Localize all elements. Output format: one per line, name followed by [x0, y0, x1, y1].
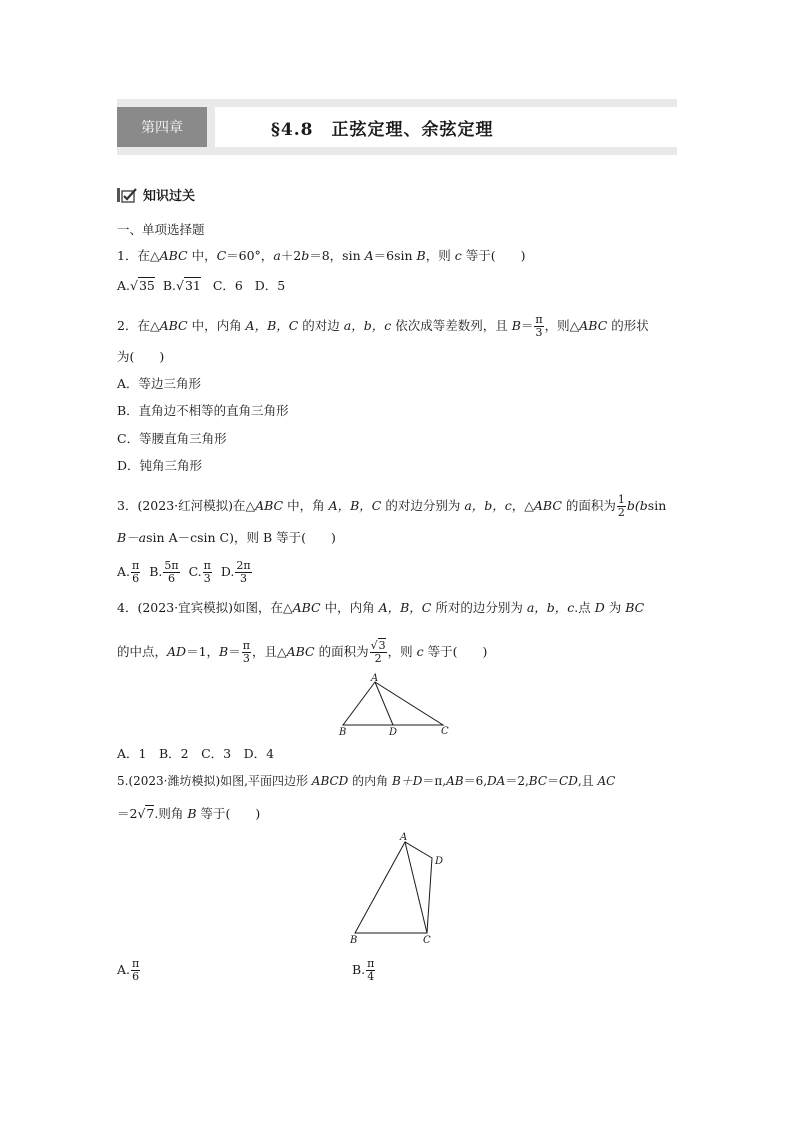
label-b: B: [339, 727, 347, 738]
question-5: 5.(2023·潍坊模拟)如图,平面四边形 ABCD 的内角 B＋D＝π,AB＝6,DA＝2,BC＝CD,且 AC: [117, 774, 616, 788]
question-1: 1．在△ABC 中，C＝60°，a＋2b＝8，sin A＝6sin B，则 c 等于( ): [117, 248, 526, 263]
section-title-box: [215, 107, 677, 147]
fraction: $\frac{\pi}{3}$: [535, 313, 543, 339]
question-2-line2: 为( ): [117, 349, 165, 364]
triangle-figure: [335, 672, 455, 738]
label-d: D: [389, 727, 398, 738]
question-1-options: A.√35 B.√31 C．6 D．5: [117, 278, 286, 293]
knowledge-heading-text: 知识过关: [143, 189, 196, 204]
checkmark-icon: [117, 187, 137, 203]
question-2-option-c: C．等腰直角三角形: [117, 431, 227, 446]
label-a: A: [400, 832, 408, 843]
part-title: 一、单项选择题: [117, 222, 205, 237]
label-c: C: [423, 935, 431, 946]
label-c: C: [441, 726, 449, 737]
question-3-options: A. $\frac{\pi}{6}$ B. $\frac{5\pi}{6}$ C. $\frac{\pi}{3}$ D. $\frac{2\pi}{3}$: [117, 559, 251, 585]
chapter-label: 第四章: [117, 107, 207, 147]
question-4-line2: 的中点，AD＝1，B＝ $\frac{\pi}{3}$ ，且△ABC 的面积为 $\frac{√3}{2}$ ，则 c 等于( ): [117, 639, 488, 665]
fraction: $\frac{1}{2}$: [617, 493, 625, 519]
question-3: 3．(2023·红河模拟)在△ABC 中，角 A，B，C 的对边分别为 a，b，c，△ABC 的面积为 $\frac{1}{2}$ b(bsin: [117, 493, 667, 519]
question-2-option-a: A．等边三角形: [117, 376, 202, 391]
question-4-options: A．1 B．2 C．3 D．4: [117, 746, 275, 761]
question-4: 4．(2023·宜宾模拟)如图，在△ABC 中，内角 A，B，C 所对的边分别为 a，b，c.点 D 为 BC: [117, 600, 645, 615]
question-5-option-a: A. $\frac{\pi}{6}$: [117, 957, 140, 983]
chapter-banner: [117, 99, 677, 155]
question-3-line2: B－asin A－csin C)，则 B 等于( ): [117, 530, 336, 545]
knowledge-heading: [117, 185, 195, 204]
question-2-option-d: D．钝角三角形: [117, 458, 203, 473]
label-d: D: [435, 856, 444, 867]
label-a: A: [371, 673, 379, 684]
section-title: §4.8 正弦定理、余弦定理: [271, 119, 494, 140]
question-2-option-b: B．直角边不相等的直角三角形: [117, 403, 289, 418]
question-5-line2: ＝2√7.则角 B 等于( ): [117, 806, 261, 821]
question-5-option-b: B. $\frac{\pi}{4}$: [352, 957, 375, 983]
label-b: B: [350, 935, 358, 946]
quadrilateral-figure: [345, 828, 450, 948]
question-2: 2．在△ABC 中，内角 A，B，C 的对边 a，b，c 依次成等差数列，且 B＝ $\frac{\pi}{3}$ ，则△ABC 的形状: [117, 313, 649, 339]
